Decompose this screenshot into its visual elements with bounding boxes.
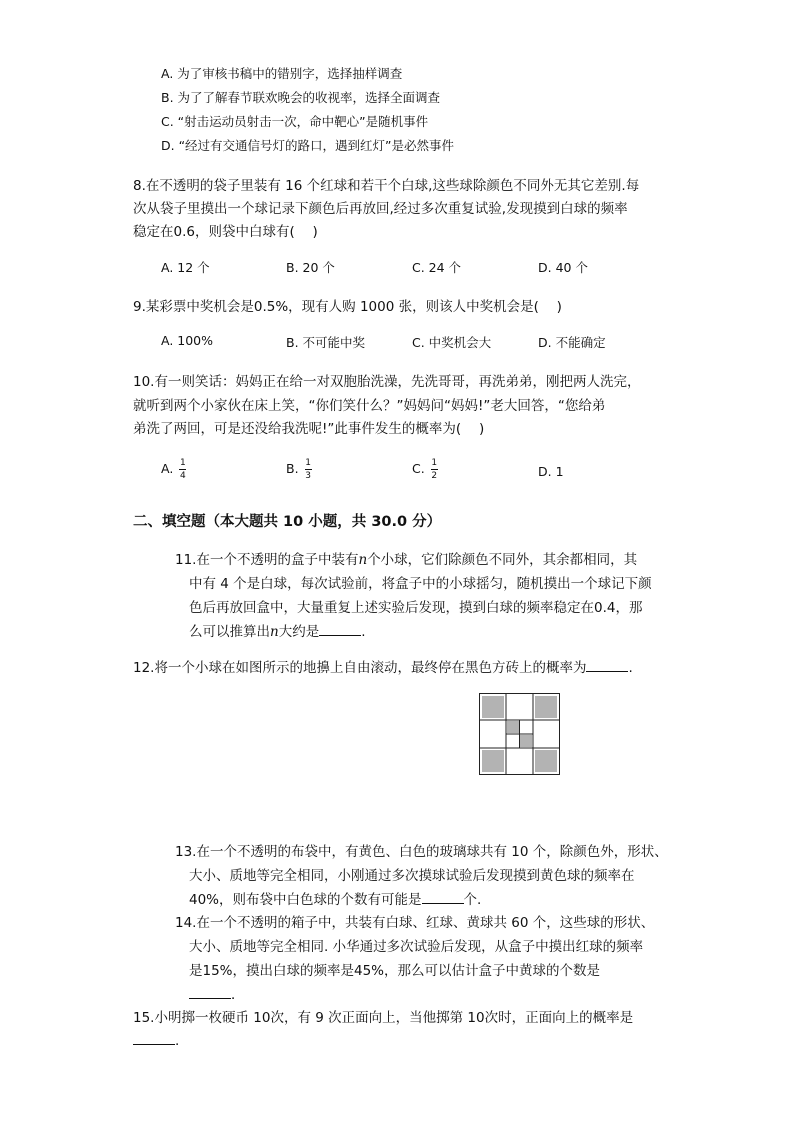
q7-option-b: B. 为了了解春节联欢晚会的收视率，选择全面调查 xyxy=(161,90,441,105)
gray-tile-small xyxy=(507,721,519,733)
q8-option-c: C. 24 个 xyxy=(412,260,462,275)
q13-line-1: 13.在一个不透明的布袋中，有黄色、白色的玻璃球共有 10 个，除颜色外，形状、 xyxy=(175,844,668,860)
q10-option-c-label: C. xyxy=(412,461,425,476)
q7-option-d: D. “经过有交通信号灯的路口，遇到红灯”是必然事件 xyxy=(161,138,455,153)
gray-tile xyxy=(482,750,504,772)
q9-option-c: C. 中奖机会大 xyxy=(412,335,492,350)
q13-line-2: 大小、质地等完全相同，小刚通过多次摸球试验后发现摸到黄色球的频率在 xyxy=(189,868,635,884)
q10-line-3: 弟洗了两回，可是还没给我洗呢!”此事件发生的概率为( ) xyxy=(133,421,485,437)
q12-text: 12.将一个小球在如图所示的地擤上自由滚动，最终停在黑色方砖上的概率为 xyxy=(133,660,587,676)
fraction-denominator: 4 xyxy=(179,471,186,481)
fraction-denominator: 3 xyxy=(305,471,311,481)
answer-blank[interactable] xyxy=(319,621,361,636)
gray-tile xyxy=(482,696,504,718)
q8-line-3: 稳定在0.6，则袋中白球有( ) xyxy=(133,224,318,240)
q10-option-c-fraction xyxy=(431,458,438,481)
q11-text: 11.在一个不透明的盒子中装有 xyxy=(175,552,359,568)
fraction-numerator: 1 xyxy=(179,458,186,468)
gray-tile-small xyxy=(520,735,532,747)
q8-option-a: A. 12 个 xyxy=(161,260,210,275)
q14-text: ． xyxy=(231,987,245,1003)
q7-option-a: A. 为了审核书稿中的错别字，选择抽样调查 xyxy=(161,66,403,81)
q11-text: 么可以推算出 xyxy=(189,624,270,640)
q10-option-b xyxy=(286,458,312,481)
q11-text: 个小球，它们除颜色不同外，其余都相同，其 xyxy=(367,552,638,568)
q11-line-3: 色后再放回盒中，大量重复上述实验后发现，摸到白球的频率稳定在0.4，那 xyxy=(189,600,643,616)
q14-line-3: 是15%，摸出白球的频率是45%，那么可以估计盒子中黄球的个数是 xyxy=(189,963,601,979)
q10-option-b-label: B. xyxy=(286,461,299,476)
q15-text: . xyxy=(175,1033,180,1049)
section-heading: 二、填空题（本大题共 10 小题，共 30.0 分） xyxy=(133,514,442,530)
q8-option-d: D. 40 个 xyxy=(538,260,588,275)
q14-line-1: 14.在一个不透明的箱子中，共装有白球、红球、黄球共 60 个，这些球的形状、 xyxy=(175,915,655,931)
q13-text: 40%，则布袋中白色球的个数有可能是 xyxy=(189,892,422,908)
q12-text: . xyxy=(628,660,633,676)
fraction-numerator: 1 xyxy=(431,458,438,468)
q9-option-a: A. 100% xyxy=(161,333,214,348)
variable-n: n xyxy=(270,624,279,640)
q10-option-a xyxy=(161,458,186,481)
q10-option-c xyxy=(412,458,438,481)
q8-line-2: 次从袋子里摸出一个球记录下颜色后再放回,经过多次重复试验,发现摸到白球的频率 xyxy=(133,201,628,217)
gray-tile xyxy=(535,750,557,772)
answer-blank[interactable] xyxy=(586,657,628,672)
q9-option-d: D. 不能确定 xyxy=(538,335,606,350)
q14-line-4 xyxy=(189,983,245,1003)
q8-option-b: B. 20 个 xyxy=(286,260,335,275)
gray-tile xyxy=(535,696,557,718)
q7-option-c: C. “射击运动员射击一次，命中靶心”是随机事件 xyxy=(161,114,429,129)
q10-option-b-fraction xyxy=(305,458,312,481)
fraction-numerator: 1 xyxy=(305,458,311,468)
q15-line-2 xyxy=(133,1030,179,1049)
q11-text: . xyxy=(361,624,366,640)
q12-line-1 xyxy=(133,656,633,676)
q11-text: 大约是 xyxy=(278,624,320,640)
answer-blank[interactable] xyxy=(422,889,464,904)
q8-line-1: 8.在不透明的袋子里装有 16 个红球和若干个白球,这些球除颜色不同外无其它差别.每 xyxy=(133,178,640,194)
q10-option-d: D. 1 xyxy=(538,464,564,479)
q14-line-2: 大小、质地等完全相同. 小华通过多次试验后发现，从盒子中摸出红球的频率 xyxy=(189,939,644,955)
answer-blank[interactable] xyxy=(189,984,231,999)
q11-line-4 xyxy=(189,620,366,640)
q10-line-2: 就听到两个小家伙在床上笑，“你们笑什么？”妈妈问“妈妈!”老大回答，“您给弟 xyxy=(133,398,606,414)
q9-line-1: 9.某彩票中奖机会是0.5%，现有人购 1000 张，则该人中奖机会是( ) xyxy=(133,299,562,315)
answer-blank[interactable] xyxy=(133,1030,175,1045)
q10-option-a-label: A. xyxy=(161,461,174,476)
tile-grid-figure xyxy=(479,693,561,776)
q13-line-3 xyxy=(189,888,481,908)
fraction-denominator: 2 xyxy=(431,471,438,481)
q10-line-1: 10.有一则笑话：妈妈正在给一对双胞胎洗澡，先洗哥哥，再洗弟弟，刚把两人洗完， xyxy=(133,374,641,390)
q11-line-1 xyxy=(175,548,637,568)
q9-option-b: B. 不可能中奖 xyxy=(286,335,366,350)
q15-line-1: 15.小明掷一枚硬币 10次，有 9 次正面向上，当他掷第 10次时，正面向上的概率是 xyxy=(133,1010,634,1026)
q11-line-2: 中有 4 个是白球，每次试验前，将盒子中的小球摇匀，随机摸出一个球记下颜 xyxy=(189,576,652,592)
variable-n: n xyxy=(358,552,368,568)
q13-text: 个. xyxy=(463,892,482,908)
q10-option-a-fraction xyxy=(179,458,186,481)
